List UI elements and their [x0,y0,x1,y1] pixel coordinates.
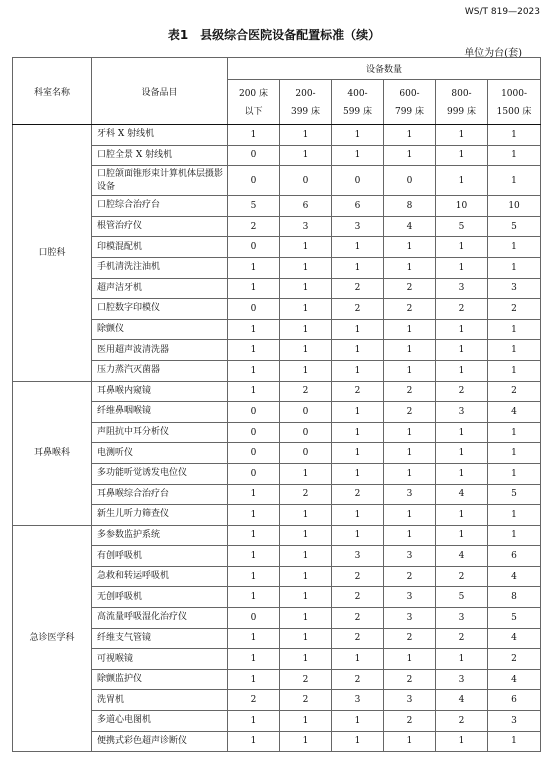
quantity-cell: 2 [332,299,384,320]
equipment-name: 电测听仪 [92,443,228,464]
quantity-cell: 3 [436,608,488,629]
quantity-cell: 0 [228,443,280,464]
equipment-name: 手机清洗注油机 [92,257,228,278]
quantity-cell: 1 [384,731,436,752]
quantity-cell: 1 [384,237,436,258]
quantity-cell: 3 [384,484,436,505]
header-capacity-line: 800- [451,89,472,99]
table-row [13,237,541,258]
quantity-cell: 2 [384,628,436,649]
quantity-cell: 2 [384,711,436,732]
quantity-cell: 1 [384,360,436,381]
equipment-name: 多功能听觉诱发电位仪 [92,463,228,484]
quantity-cell: 1 [488,340,541,361]
quantity-cell: 5 [488,216,541,237]
quantity-cell: 0 [384,166,436,196]
quantity-cell: 0 [280,166,332,196]
quantity-cell: 1 [436,443,488,464]
quantity-cell: 1 [228,125,280,146]
quantity-cell: 1 [332,319,384,340]
table-row [13,608,541,629]
quantity-cell: 1 [488,422,541,443]
quantity-cell: 1 [332,505,384,526]
quantity-cell: 0 [228,608,280,629]
quantity-cell: 0 [228,422,280,443]
quantity-cell: 2 [280,690,332,711]
table-row [13,731,541,752]
quantity-cell: 2 [228,690,280,711]
quantity-cell: 1 [280,145,332,166]
quantity-cell: 8 [488,587,541,608]
quantity-cell: 1 [488,731,541,752]
header-capacity-line: 1000- [501,89,528,99]
quantity-cell: 1 [436,257,488,278]
table-row [13,587,541,608]
quantity-cell: 2 [332,278,384,299]
quantity-cell: 1 [228,649,280,670]
quantity-cell: 1 [436,237,488,258]
equipment-name: 高流量呼吸湿化治疗仪 [92,608,228,629]
quantity-cell: 1 [436,166,488,196]
table-row [13,278,541,299]
quantity-cell: 1 [280,237,332,258]
equipment-name: 除颤仪 [92,319,228,340]
quantity-cell: 1 [384,257,436,278]
quantity-cell: 1 [488,463,541,484]
table-row [13,299,541,320]
unit-note: 单位为台(套) [464,48,522,59]
quantity-cell: 1 [332,125,384,146]
quantity-cell: 1 [280,319,332,340]
table-row [13,711,541,732]
quantity-cell: 1 [384,125,436,146]
quantity-cell: 4 [488,628,541,649]
table-row [13,216,541,237]
quantity-cell: 2 [436,299,488,320]
quantity-cell: 0 [228,145,280,166]
header-capacity [280,80,332,125]
quantity-cell: 1 [280,711,332,732]
quantity-cell: 0 [228,166,280,196]
quantity-cell: 1 [280,566,332,587]
equipment-table [12,57,541,752]
equipment-name: 纤维支气管镜 [92,628,228,649]
quantity-cell: 2 [384,566,436,587]
quantity-cell: 5 [488,484,541,505]
table-row [13,484,541,505]
quantity-cell: 1 [280,587,332,608]
equipment-name: 口腔全景 X 射线机 [92,145,228,166]
quantity-cell: 1 [436,360,488,381]
quantity-cell: 2 [384,381,436,402]
table-row [13,505,541,526]
table-row [13,525,541,546]
quantity-cell: 1 [280,546,332,567]
quantity-cell: 1 [436,422,488,443]
quantity-cell: 2 [436,711,488,732]
equipment-name: 口腔颌面锥形束计算机体层摄影设备 [92,166,228,196]
equipment-name: 多参数监护系统 [92,525,228,546]
header-capacity-line: 1500 床 [496,107,532,117]
quantity-cell: 10 [488,196,541,217]
quantity-cell: 2 [332,381,384,402]
quantity-cell: 3 [384,608,436,629]
table-row [13,166,541,196]
quantity-cell: 6 [488,546,541,567]
equipment-name: 急救和转运呼吸机 [92,566,228,587]
header-capacity-line: 399 床 [290,107,321,117]
header-capacity-line: 以下 [244,107,263,117]
quantity-cell: 2 [384,278,436,299]
quantity-cell: 1 [332,443,384,464]
header-capacity-line: 599 床 [342,107,373,117]
equipment-name: 有创呼吸机 [92,546,228,567]
quantity-cell: 3 [332,546,384,567]
quantity-cell: 3 [384,690,436,711]
equipment-name: 纤维鼻咽喉镜 [92,402,228,423]
table-row [13,566,541,587]
quantity-cell: 0 [228,402,280,423]
header-capacity-line: 200 床 [238,89,269,99]
quantity-cell: 2 [332,484,384,505]
quantity-cell: 2 [332,566,384,587]
quantity-cell: 2 [332,669,384,690]
quantity-cell: 2 [384,299,436,320]
quantity-cell: 1 [280,608,332,629]
table-row [13,125,541,146]
table-row [13,443,541,464]
table-row [13,402,541,423]
equipment-name: 超声洁牙机 [92,278,228,299]
equipment-name: 耳鼻喉内窥镜 [92,381,228,402]
quantity-cell: 1 [384,649,436,670]
quantity-cell: 1 [280,463,332,484]
quantity-cell: 0 [280,443,332,464]
header-capacity [332,80,384,125]
table-row [13,546,541,567]
quantity-cell: 1 [332,731,384,752]
quantity-cell: 1 [228,340,280,361]
quantity-cell: 2 [488,649,541,670]
quantity-cell: 0 [280,402,332,423]
table-row [13,257,541,278]
quantity-cell: 1 [488,237,541,258]
quantity-cell: 0 [332,166,384,196]
quantity-cell: 1 [436,525,488,546]
quantity-cell: 3 [384,546,436,567]
quantity-cell: 1 [436,505,488,526]
quantity-cell: 3 [384,587,436,608]
quantity-cell: 1 [280,299,332,320]
quantity-cell: 1 [488,360,541,381]
quantity-cell: 4 [436,690,488,711]
quantity-cell: 1 [488,319,541,340]
table-row [13,340,541,361]
header-capacity-line: 799 床 [394,107,425,117]
dept-name: 急诊医学科 [13,525,92,752]
quantity-cell: 1 [384,422,436,443]
quantity-cell: 1 [332,422,384,443]
quantity-cell: 1 [228,257,280,278]
quantity-cell: 3 [488,278,541,299]
equipment-name: 洗胃机 [92,690,228,711]
quantity-cell: 0 [228,463,280,484]
quantity-cell: 2 [280,484,332,505]
quantity-cell: 2 [332,628,384,649]
quantity-cell: 1 [488,145,541,166]
quantity-cell: 1 [332,257,384,278]
quantity-cell: 1 [436,340,488,361]
equipment-name: 可视喉镜 [92,649,228,670]
quantity-cell: 1 [488,125,541,146]
quantity-cell: 1 [332,463,384,484]
header-capacity-line: 999 床 [446,107,477,117]
quantity-cell: 1 [384,443,436,464]
quantity-cell: 1 [280,505,332,526]
quantity-cell: 2 [228,216,280,237]
quantity-cell: 1 [332,402,384,423]
quantity-cell: 1 [228,566,280,587]
quantity-cell: 1 [332,360,384,381]
table-title: 表1 县级综合医院设备配置标准（续） [167,28,381,42]
quantity-cell: 1 [228,546,280,567]
quantity-cell: 1 [332,145,384,166]
equipment-name: 牙科 X 射线机 [92,125,228,146]
quantity-cell: 1 [228,381,280,402]
header-quantity: 设备数量 [228,58,541,80]
quantity-cell: 1 [228,319,280,340]
quantity-cell: 2 [384,402,436,423]
quantity-cell: 1 [280,257,332,278]
quantity-cell: 1 [488,443,541,464]
table-row [13,649,541,670]
quantity-cell: 1 [280,125,332,146]
quantity-cell: 1 [488,525,541,546]
quantity-cell: 1 [280,649,332,670]
quantity-cell: 1 [228,731,280,752]
quantity-cell: 1 [228,278,280,299]
quantity-cell: 1 [384,525,436,546]
quantity-cell: 1 [228,669,280,690]
quantity-cell: 1 [280,340,332,361]
quantity-cell: 1 [332,525,384,546]
quantity-cell: 1 [384,463,436,484]
quantity-cell: 6 [280,196,332,217]
equipment-name: 新生儿听力筛查仪 [92,505,228,526]
quantity-cell: 1 [280,525,332,546]
equipment-name: 无创呼吸机 [92,587,228,608]
equipment-name: 口腔数字印模仪 [92,299,228,320]
quantity-cell: 1 [280,628,332,649]
quantity-cell: 1 [228,525,280,546]
quantity-cell: 1 [384,340,436,361]
quantity-cell: 2 [280,381,332,402]
quantity-cell: 2 [488,299,541,320]
quantity-cell: 4 [488,402,541,423]
quantity-cell: 1 [228,587,280,608]
quantity-cell: 1 [280,731,332,752]
table-row [13,422,541,443]
table-row [13,196,541,217]
quantity-cell: 1 [488,505,541,526]
quantity-cell: 0 [228,299,280,320]
quantity-cell: 1 [436,731,488,752]
header-capacity-line: 200- [295,89,316,99]
equipment-name: 多道心电图机 [92,711,228,732]
table-row [13,690,541,711]
quantity-cell: 2 [436,566,488,587]
equipment-name: 除颤监护仪 [92,669,228,690]
quantity-cell: 0 [280,422,332,443]
quantity-cell: 1 [228,484,280,505]
quantity-cell: 0 [228,237,280,258]
header-capacity-line: 600- [399,89,420,99]
quantity-cell: 3 [436,278,488,299]
quantity-cell: 3 [332,216,384,237]
quantity-cell: 5 [436,587,488,608]
equipment-name: 印模混配机 [92,237,228,258]
quantity-cell: 1 [332,649,384,670]
header-capacity-line: 400- [347,89,368,99]
quantity-cell: 2 [280,669,332,690]
quantity-cell: 3 [436,402,488,423]
header-capacity [228,80,280,125]
quantity-cell: 2 [488,381,541,402]
equipment-name: 口腔综合治疗台 [92,196,228,217]
quantity-cell: 6 [488,690,541,711]
equipment-name: 声阻抗中耳分析仪 [92,422,228,443]
table-row [13,360,541,381]
equipment-name: 医用超声波清洗器 [92,340,228,361]
quantity-cell: 1 [280,278,332,299]
quantity-cell: 1 [280,360,332,381]
quantity-cell: 1 [436,145,488,166]
quantity-cell: 1 [436,125,488,146]
table-row [13,319,541,340]
quantity-cell: 10 [436,196,488,217]
header-capacity [436,80,488,125]
quantity-cell: 1 [436,649,488,670]
quantity-cell: 1 [436,463,488,484]
quantity-cell: 2 [332,587,384,608]
quantity-cell: 8 [384,196,436,217]
quantity-cell: 4 [384,216,436,237]
equipment-name: 耳鼻喉综合治疗台 [92,484,228,505]
table-row [13,381,541,402]
quantity-cell: 2 [384,669,436,690]
quantity-cell: 1 [384,505,436,526]
table-row [13,669,541,690]
quantity-cell: 5 [436,216,488,237]
quantity-cell: 2 [436,381,488,402]
quantity-cell: 3 [488,711,541,732]
quantity-cell: 4 [488,566,541,587]
quantity-cell: 2 [436,628,488,649]
quantity-cell: 1 [228,505,280,526]
quantity-cell: 6 [332,196,384,217]
quantity-cell: 1 [488,166,541,196]
table-row [13,628,541,649]
quantity-cell: 1 [228,360,280,381]
quantity-cell: 1 [228,711,280,732]
header-capacity [384,80,436,125]
equipment-name: 根管治疗仪 [92,216,228,237]
header-item: 设备品目 [92,58,228,125]
quantity-cell: 1 [332,237,384,258]
quantity-cell: 1 [436,319,488,340]
header-dept: 科室名称 [13,58,92,125]
standard-code: WS/T 819—2023 [464,7,540,17]
quantity-cell: 1 [384,319,436,340]
quantity-cell: 5 [488,608,541,629]
quantity-cell: 1 [228,628,280,649]
quantity-cell: 4 [436,546,488,567]
quantity-cell: 1 [332,340,384,361]
equipment-name: 便携式彩色超声诊断仪 [92,731,228,752]
quantity-cell: 5 [228,196,280,217]
quantity-cell: 3 [436,669,488,690]
quantity-cell: 1 [384,145,436,166]
dept-name: 口腔科 [13,125,92,382]
dept-name: 耳鼻喉科 [13,381,92,525]
table-row [13,145,541,166]
quantity-cell: 4 [488,669,541,690]
quantity-cell: 4 [436,484,488,505]
equipment-name: 压力蒸汽灭菌器 [92,360,228,381]
table-row [13,463,541,484]
quantity-cell: 3 [332,690,384,711]
header-capacity [488,80,541,125]
quantity-cell: 2 [332,608,384,629]
quantity-cell: 1 [332,711,384,732]
quantity-cell: 3 [280,216,332,237]
quantity-cell: 1 [488,257,541,278]
